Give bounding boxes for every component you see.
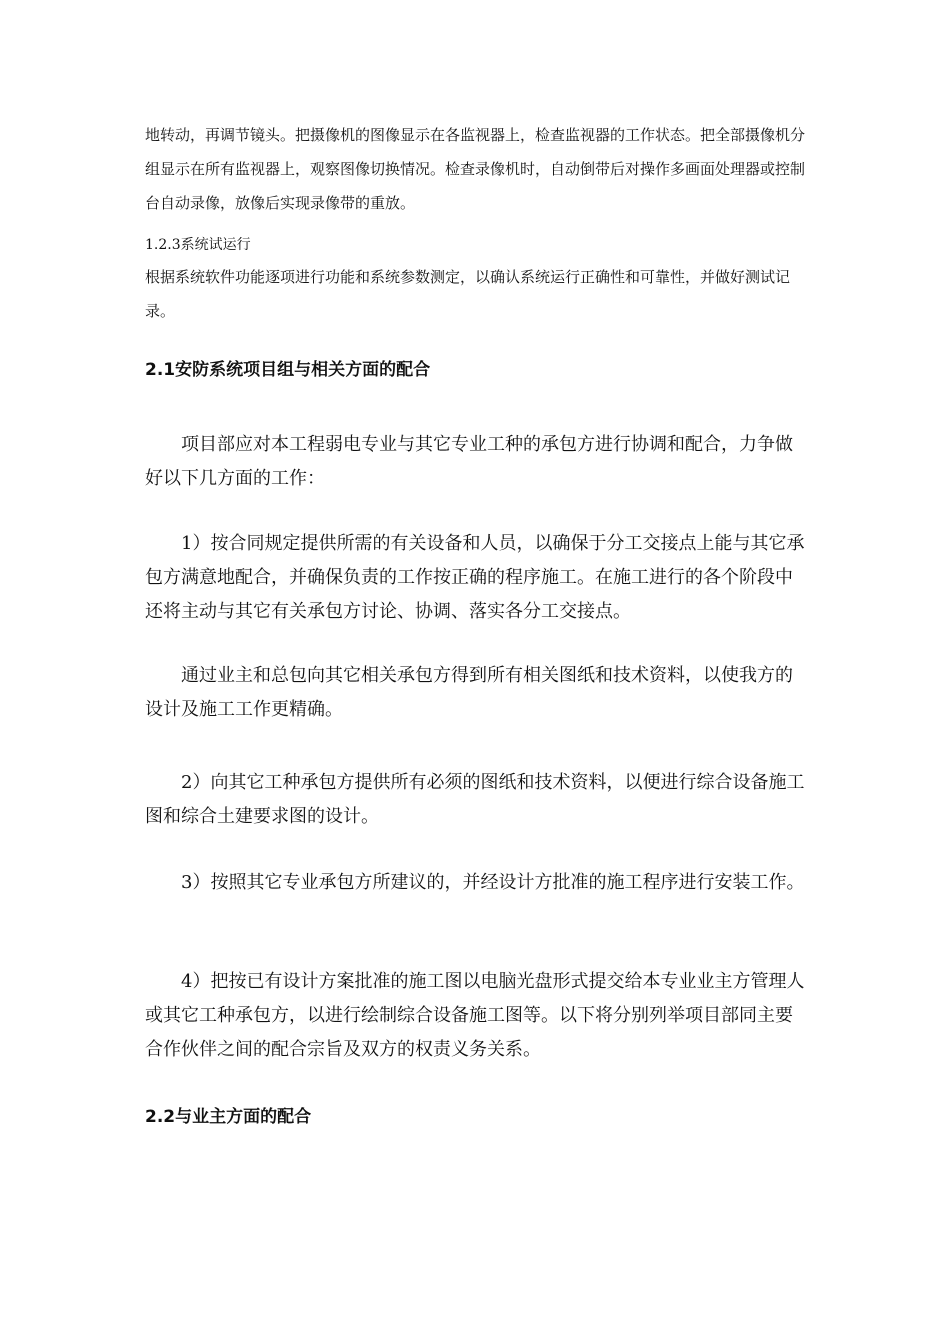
section-heading-2-2: 2.2与业主方面的配合 — [145, 1107, 312, 1127]
paragraph-system-trial-run: 根据系统软件功能逐项进行功能和系统参数测定，以确认系统运行正确性和可靠性，并做好测试记录。 — [145, 268, 791, 320]
paragraph-item-2: 2）向其它工种承包方提供所有必须的图纸和技术资料，以便进行综合设备施工图和综合土建要求图的设计。 — [145, 772, 805, 827]
paragraph-item-1: 1）按合同规定提供所需的有关设备和人员，以确保于分工交接点上能与其它承包方满意地配合，并确保负责的工作按正确的程序施工。在施工进行的各个阶段中还将主动与其它有关承包方讨论、协调、落实各分工交接点。 — [145, 533, 805, 622]
paragraph-item-4: 4）把按已有设计方案批准的施工图以电脑光盘形式提交给本专业业主方管理人或其它工种承包方，以进行绘制综合设备施工图等。以下将分别列举项目部同主要合作伙伴之间的配合宗旨及双方的权责义务关系。 — [145, 971, 805, 1060]
paragraph-item-3: 3）按照其它专业承包方所建议的，并经设计方批准的施工程序进行安装工作。 — [181, 872, 805, 893]
subheading-system-trial-run: 1.2.3系统试运行 — [145, 237, 251, 253]
paragraph-drawings-materials: 通过业主和总包向其它相关承包方得到所有相关图纸和技术资料，以使我方的设计及施工工作更精确。 — [145, 665, 793, 720]
section-heading-2-1: 2.1安防系统项目组与相关方面的配合 — [145, 360, 431, 380]
paragraph-camera-check: 地转动，再调节镜头。把摄像机的图像显示在各监视器上，检查监视器的工作状态。把全部摄像机分组显示在所有监视器上，观察图像切换情况。检查录像机时，自动倒带后对操作多画面处理器或控制台自动录像，放像后实现录像带的重放。 — [145, 126, 806, 212]
paragraph-coordination-intro: 项目部应对本工程弱电专业与其它专业工种的承包方进行协调和配合，力争做好以下几方面的工作： — [145, 434, 793, 489]
